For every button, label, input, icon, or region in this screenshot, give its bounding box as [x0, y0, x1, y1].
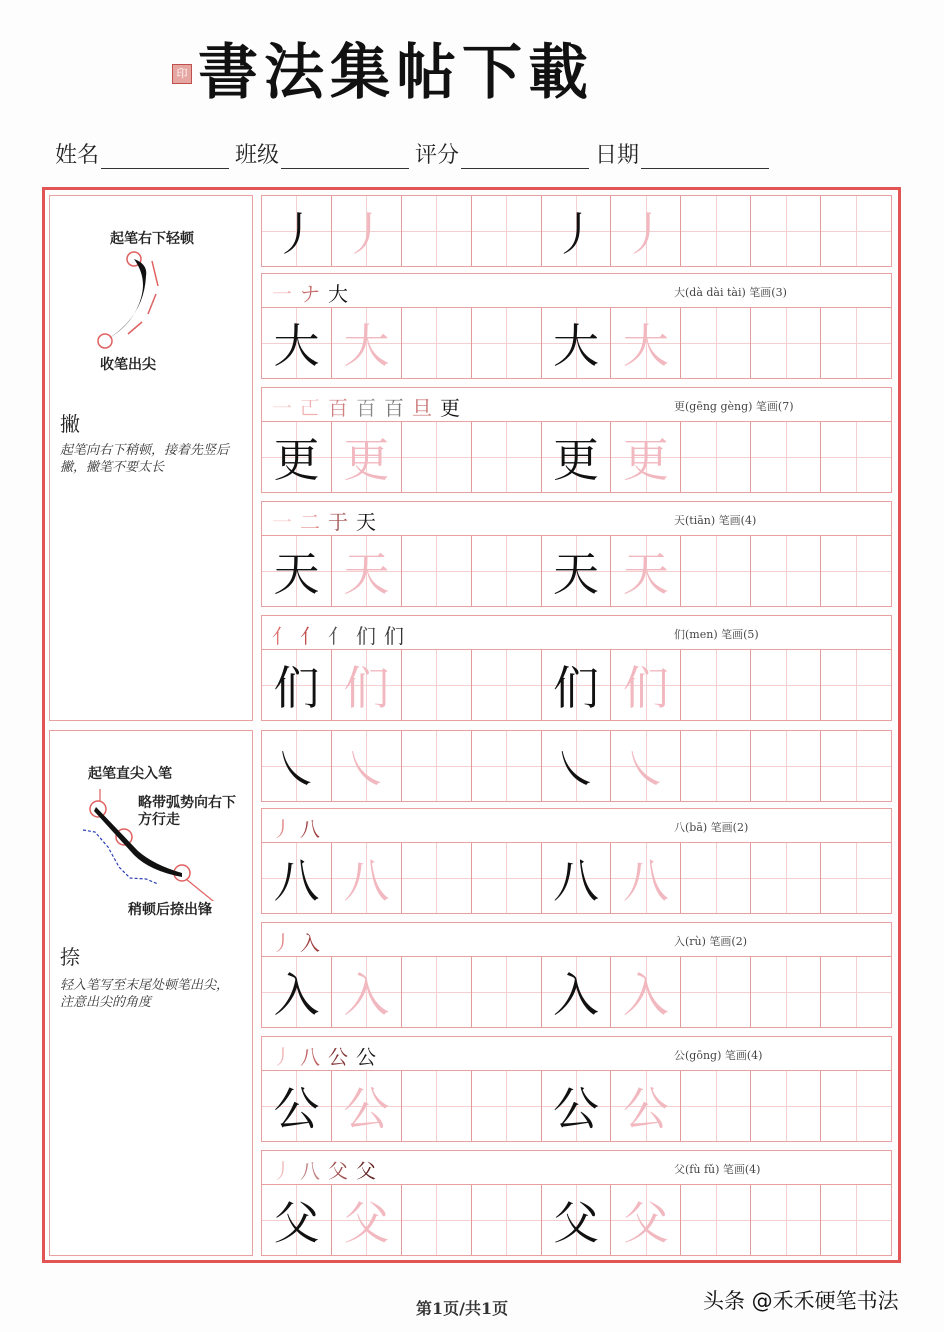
trace-char: 大	[622, 319, 669, 373]
model-char: 八	[273, 854, 320, 908]
trace-char: 父	[622, 1196, 669, 1250]
pinyin-stroke-count: 八(bā) 笔画(2)	[674, 821, 749, 834]
model-char: 更	[273, 433, 320, 487]
practice-cell[interactable]	[821, 731, 891, 801]
practice-block-da	[261, 273, 892, 379]
practice-cell[interactable]	[472, 843, 542, 913]
pinyin-stroke-count: 入(rù) 笔画(2)	[674, 935, 748, 948]
model-cell	[262, 1185, 332, 1255]
model-cell	[262, 731, 332, 801]
practice-cell[interactable]	[681, 536, 751, 606]
practice-cell[interactable]	[751, 731, 821, 801]
model-cell	[262, 536, 332, 606]
stroke-order-sequence: 一 二 于 天	[272, 510, 380, 534]
trace-char: 丿	[622, 207, 669, 261]
practice-cell[interactable]	[402, 1185, 472, 1255]
practice-cell[interactable]	[821, 1071, 891, 1141]
trace-cell[interactable]	[611, 1071, 681, 1141]
block-header	[262, 274, 891, 308]
name-field[interactable]	[55, 138, 233, 169]
practice-cell[interactable]	[821, 957, 891, 1027]
practice-cell[interactable]	[681, 422, 751, 492]
model-cell	[262, 422, 332, 492]
practice-cell[interactable]	[751, 422, 821, 492]
practice-cell[interactable]	[681, 1185, 751, 1255]
stroke-desc-pie: 起笔向右下稍顿，接着先竖后撇，撇笔不要太长	[60, 443, 230, 475]
practice-block-na-stroke	[261, 730, 892, 802]
seal-stamp-icon: 印	[172, 64, 192, 84]
pinyin-stroke-count: 公(gōng) 笔画(4)	[674, 1049, 763, 1062]
model-cell	[262, 308, 332, 378]
practice-cell[interactable]	[402, 731, 472, 801]
model-char: 公	[273, 1082, 320, 1136]
trace-char: 大	[343, 319, 390, 373]
trace-cell[interactable]	[332, 1071, 402, 1141]
model-char: 入	[273, 968, 320, 1022]
practice-cell[interactable]	[402, 843, 472, 913]
trace-cell[interactable]	[611, 650, 681, 720]
practice-cell[interactable]	[681, 843, 751, 913]
trace-cell[interactable]	[611, 422, 681, 492]
model-char: 天	[553, 547, 599, 601]
model-char: 父	[553, 1196, 599, 1250]
model-char: 八	[553, 854, 599, 908]
stroke-name-pie: 撇	[60, 412, 80, 436]
trace-char: 公	[343, 1082, 390, 1136]
trace-cell[interactable]	[611, 1185, 681, 1255]
trace-cell[interactable]	[332, 1185, 402, 1255]
trace-char: 们	[343, 661, 390, 715]
trace-char: 们	[622, 661, 669, 715]
practice-cell[interactable]	[751, 1185, 821, 1255]
trace-char: 天	[343, 547, 390, 601]
score-label: 评分	[415, 143, 460, 168]
practice-cell[interactable]	[751, 1071, 821, 1141]
trace-char: ㇏	[622, 742, 669, 796]
practice-cell[interactable]	[821, 536, 891, 606]
pinyin-stroke-count: 更(gēng gèng) 笔画(7)	[674, 400, 794, 413]
trace-char: 入	[622, 968, 669, 1022]
trace-char: 公	[622, 1082, 669, 1136]
practice-grid-row	[262, 843, 891, 913]
block-header	[262, 809, 891, 843]
block-header	[262, 923, 891, 957]
stroke-order-sequence: 一 𠀀 百 百 百 旦 更	[272, 396, 464, 420]
practice-block-ba	[261, 808, 892, 914]
model-char: 们	[553, 661, 599, 715]
date-label: 日期	[595, 143, 640, 168]
practice-cell[interactable]	[402, 536, 472, 606]
practice-block-tian	[261, 501, 892, 607]
practice-cell[interactable]	[751, 196, 821, 266]
practice-cell[interactable]	[472, 1185, 542, 1255]
practice-cell[interactable]	[472, 731, 542, 801]
model-cell	[542, 843, 612, 913]
model-cell	[542, 650, 612, 720]
model-cell	[542, 957, 612, 1027]
practice-block-pie-stroke	[261, 195, 892, 267]
model-cell	[542, 536, 612, 606]
model-char: 们	[273, 661, 320, 715]
model-char: 大	[273, 319, 320, 373]
practice-cell[interactable]	[681, 1071, 751, 1141]
model-cell	[542, 731, 612, 801]
practice-block-men	[261, 615, 892, 721]
stroke-order-sequence: 丿 八 父 父	[272, 1159, 380, 1183]
practice-cell[interactable]	[821, 308, 891, 378]
model-cell	[262, 650, 332, 720]
trace-cell[interactable]	[611, 843, 681, 913]
score-blank[interactable]	[461, 145, 589, 169]
stroke-desc-na: 轻入笔写至末尾处顿笔出尖，注意出尖的角度	[60, 978, 230, 1010]
practice-cell[interactable]	[821, 196, 891, 266]
practice-grid-row	[262, 731, 891, 801]
stroke-order-sequence: 亻 亻 亻 们 们	[272, 624, 408, 648]
stroke-order-sequence: 丿 八	[272, 817, 324, 841]
block-header	[262, 1037, 891, 1071]
practice-cell[interactable]	[472, 308, 542, 378]
trace-cell[interactable]	[611, 308, 681, 378]
model-cell	[542, 196, 612, 266]
model-char: 父	[273, 1196, 320, 1250]
practice-grid-row	[262, 422, 891, 492]
practice-cell[interactable]	[751, 536, 821, 606]
practice-cell[interactable]	[751, 308, 821, 378]
practice-block-fu	[261, 1150, 892, 1256]
model-cell	[542, 1071, 612, 1141]
class-blank[interactable]	[281, 145, 409, 169]
trace-char: 八	[622, 854, 669, 908]
pie-end-label: 收笔出尖	[100, 357, 156, 373]
model-char: 大	[553, 319, 599, 373]
pinyin-stroke-count: 们(men) 笔画(5)	[674, 628, 759, 641]
practice-cell[interactable]	[681, 308, 751, 378]
date-field[interactable]	[595, 138, 773, 169]
practice-block-gong	[261, 1036, 892, 1142]
practice-block-ru	[261, 922, 892, 1028]
model-cell	[542, 308, 612, 378]
na-middle-label: 略带弧势向右下方行走	[138, 795, 236, 828]
pie-start-label: 起笔右下轻顿	[110, 231, 194, 247]
block-header	[262, 1151, 891, 1185]
model-char: ㇏	[553, 742, 599, 796]
practice-grid-row	[262, 536, 891, 606]
practice-cell[interactable]	[821, 1185, 891, 1255]
block-header	[262, 502, 891, 536]
practice-cell[interactable]	[681, 957, 751, 1027]
page-title: 書法集帖下載	[198, 38, 594, 108]
practice-cell[interactable]	[472, 957, 542, 1027]
pinyin-stroke-count: 父(fù fǔ) 笔画(4)	[674, 1163, 761, 1176]
practice-cell[interactable]	[402, 308, 472, 378]
practice-cell[interactable]	[821, 843, 891, 913]
model-char: 公	[553, 1082, 599, 1136]
trace-char: 父	[343, 1196, 390, 1250]
block-header	[262, 388, 891, 422]
practice-cell[interactable]	[751, 650, 821, 720]
stroke-order-sequence: 一 ナ 大	[272, 282, 352, 306]
practice-cell[interactable]	[402, 1071, 472, 1141]
model-cell	[262, 957, 332, 1027]
stroke-guide-pie	[49, 195, 253, 721]
model-cell	[262, 843, 332, 913]
class-field[interactable]	[235, 138, 413, 169]
practice-cell[interactable]	[402, 196, 472, 266]
stroke-order-sequence: 丿 八 公 公	[272, 1045, 380, 1069]
title-area	[172, 28, 594, 108]
trace-char: 更	[622, 433, 669, 487]
na-stroke-diagram-icon	[78, 781, 228, 901]
stroke-name-na: 捺	[60, 945, 80, 969]
practice-grid-row	[262, 196, 891, 266]
page-number: 第1页/共1页	[416, 1299, 509, 1318]
practice-grid-row	[262, 650, 891, 720]
trace-cell[interactable]	[332, 536, 402, 606]
model-char: 天	[273, 547, 320, 601]
pie-stroke-diagram-icon	[90, 246, 210, 356]
stroke-order-sequence: 丿 入	[272, 931, 324, 955]
practice-cell[interactable]	[681, 650, 751, 720]
model-cell	[262, 1071, 332, 1141]
model-char: 丿	[553, 207, 599, 261]
trace-cell[interactable]	[332, 422, 402, 492]
trace-cell[interactable]	[611, 957, 681, 1027]
practice-cell[interactable]	[472, 536, 542, 606]
trace-cell[interactable]	[332, 308, 402, 378]
trace-char: 入	[343, 968, 390, 1022]
watermark: 头条 @禾禾硬笔书法	[703, 1289, 899, 1313]
trace-char: ㇏	[343, 742, 390, 796]
trace-cell[interactable]	[611, 536, 681, 606]
name-label: 姓名	[55, 143, 100, 168]
trace-cell[interactable]	[611, 731, 681, 801]
practice-cell[interactable]	[751, 957, 821, 1027]
trace-char: 更	[343, 433, 390, 487]
pinyin-stroke-count: 天(tiān) 笔画(4)	[674, 514, 757, 527]
model-cell	[542, 422, 612, 492]
model-cell	[542, 1185, 612, 1255]
practice-cell[interactable]	[681, 731, 751, 801]
practice-grid-row	[262, 308, 891, 378]
trace-cell[interactable]	[332, 843, 402, 913]
class-label: 班级	[235, 143, 280, 168]
practice-cell[interactable]	[472, 196, 542, 266]
trace-cell[interactable]	[611, 196, 681, 266]
trace-char: 八	[343, 854, 390, 908]
practice-cell[interactable]	[402, 650, 472, 720]
score-field[interactable]	[415, 138, 593, 169]
trace-char: 丿	[343, 207, 390, 261]
practice-block-geng	[261, 387, 892, 493]
trace-cell[interactable]	[332, 196, 402, 266]
block-header	[262, 616, 891, 650]
stroke-guide-na	[49, 730, 253, 1256]
practice-cell[interactable]	[821, 422, 891, 492]
model-char: 更	[553, 433, 599, 487]
practice-cell[interactable]	[402, 422, 472, 492]
trace-cell[interactable]	[332, 731, 402, 801]
trace-cell[interactable]	[332, 957, 402, 1027]
model-char: 丿	[273, 207, 320, 261]
trace-cell[interactable]	[332, 650, 402, 720]
name-blank[interactable]	[101, 145, 229, 169]
trace-char: 天	[622, 547, 669, 601]
practice-cell[interactable]	[681, 196, 751, 266]
practice-cell[interactable]	[472, 1071, 542, 1141]
practice-grid-row	[262, 957, 891, 1027]
pinyin-stroke-count: 大(dà dài tài) 笔画(3)	[674, 286, 787, 299]
model-char: 入	[553, 968, 599, 1022]
practice-grid-row	[262, 1071, 891, 1141]
model-cell	[262, 196, 332, 266]
practice-cell[interactable]	[751, 843, 821, 913]
student-info-row	[55, 138, 815, 169]
practice-cell[interactable]	[472, 422, 542, 492]
na-start-label: 起笔直尖入笔	[88, 766, 172, 782]
practice-cell[interactable]	[472, 650, 542, 720]
practice-grid-row	[262, 1185, 891, 1255]
date-blank[interactable]	[641, 145, 769, 169]
practice-cell[interactable]	[402, 957, 472, 1027]
practice-cell[interactable]	[821, 650, 891, 720]
na-end-label: 稍顿后捺出锋	[128, 902, 212, 918]
model-char: ㇏	[273, 742, 320, 796]
